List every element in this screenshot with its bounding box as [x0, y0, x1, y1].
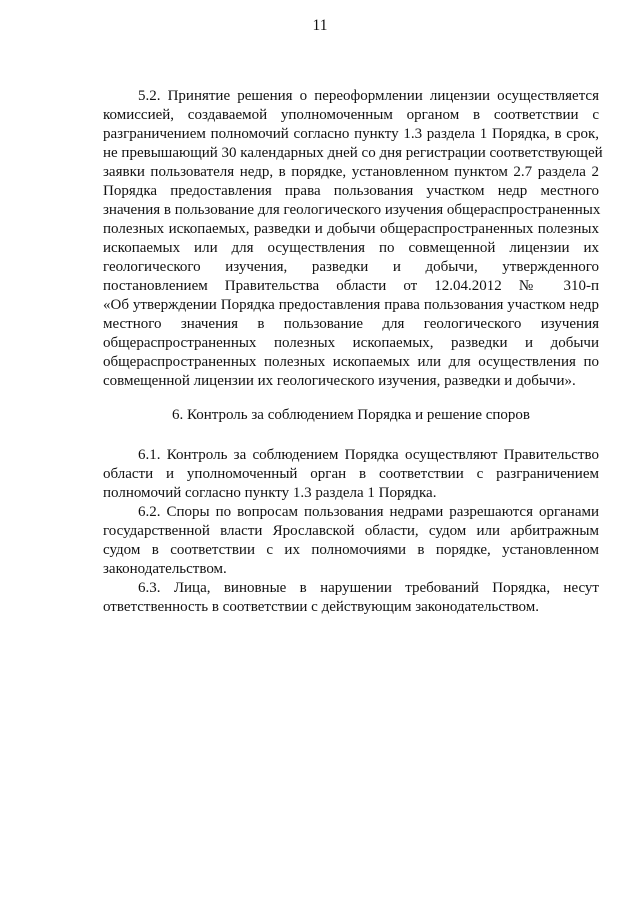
- text-line: полномочий согласно пункту 1.3 раздела 1 Порядка.: [103, 485, 437, 501]
- page-number: 11: [312, 17, 328, 34]
- text-line: «Об утверждении Порядка предоставления права пользования участком недр: [103, 297, 599, 313]
- text-line: значения в пользование для геологического изучения общераспространенных: [103, 202, 601, 218]
- text-line: местного значения в пользование для геологического изучения: [103, 316, 599, 332]
- text-line: общераспространенных полезных ископаемых или для осуществления по: [103, 354, 599, 370]
- text-line: постановлением Правительства области от 12.04.2012 № 310-п: [103, 278, 599, 294]
- text-line: комиссией, создаваемой уполномоченным органом в соответствии с: [103, 107, 599, 123]
- text-line: судом в соответствии с их полномочиями в порядке, установленном: [103, 542, 599, 558]
- text-line: совмещенной лицензии их геологического изучения, разведки и добычи».: [103, 373, 576, 389]
- text-line: разграничением полномочий согласно пункту 1.3 раздела 1 Порядка, в срок,: [103, 126, 599, 142]
- text-line: области и уполномоченный орган в соответствии с разграничением: [103, 466, 599, 482]
- text-line: 5.2. Принятие решения о переоформлении лицензии осуществляется: [138, 88, 599, 104]
- text-line: государственной власти Ярославской области, судом или арбитражным: [103, 523, 599, 539]
- text-line: ископаемых или для осуществления по совмещенной лицензии их: [103, 240, 599, 256]
- text-line: ответственность в соответствии с действующим законодательством.: [103, 599, 540, 615]
- text-line: 6.2. Споры по вопросам пользования недрами разрешаются органами: [138, 504, 599, 520]
- text-line: геологического изучения, разведки и добычи, утвержденного: [103, 259, 599, 275]
- text-line: не превышающий 30 календарных дней со дня регистрации соответствующей: [103, 145, 603, 161]
- text-line: 6.3. Лица, виновные в нарушении требований Порядка, несут: [138, 580, 599, 596]
- text-line: полезных ископаемых, разведки и добычи общераспространенных полезных: [103, 221, 599, 237]
- text-line: Порядка предоставления права пользования участком недр местного: [103, 183, 599, 199]
- text-line: 6.1. Контроль за соблюдением Порядка осуществляют Правительство: [138, 447, 599, 463]
- text-line: законодательством.: [103, 561, 227, 577]
- section-heading: 6. Контроль за соблюдением Порядка и решение споров: [171, 407, 531, 423]
- text-line: общераспространенных полезных ископаемых, разведки и добычи: [103, 335, 599, 351]
- text-line: заявки пользователя недр, в порядке, установленном пунктом 2.7 раздела 2: [103, 164, 599, 180]
